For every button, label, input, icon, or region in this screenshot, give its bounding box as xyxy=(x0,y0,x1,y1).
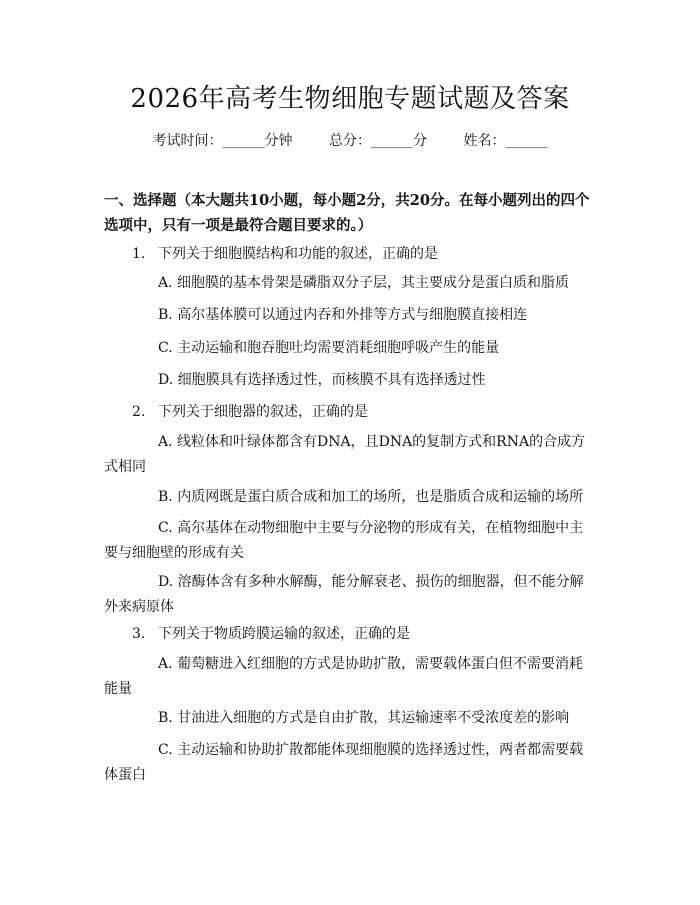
option-text: A. 葡萄糖进入红细胞的方式是协助扩散，需要载体蛋白但不需要消耗能量 xyxy=(104,656,584,697)
option-text: A. 细胞膜的基本骨架是磷脂双分子层，其主要成分是蛋白质和脂质 xyxy=(158,275,570,291)
exam-meta xyxy=(0,131,700,151)
option-text: B. 高尔基体膜可以通过内吞和外排等方式与细胞膜直接相连 xyxy=(158,307,528,323)
student-name: 姓名：______ xyxy=(463,133,548,149)
question-number: 1. xyxy=(132,246,146,262)
option-text: B. 甘油进入细胞的方式是自由扩散，其运输速率不受浓度差的影响 xyxy=(158,710,570,726)
option-text: B. 内质网既是蛋白质合成和加工的场所，也是脂质合成和运输的场所 xyxy=(158,489,584,505)
option-text: A. 线粒体和叶绿体都含有DNA，且DNA的复制方式和RNA的合成方式相同 xyxy=(104,434,586,475)
question-number: 3. xyxy=(132,626,146,642)
question-stem xyxy=(132,624,592,644)
option-text: C. 主动运输和胞吞胞吐均需要消耗细胞呼吸产生的能量 xyxy=(158,340,500,356)
question-text: 下列关于物质跨膜运输的叙述，正确的是 xyxy=(158,626,410,642)
question-stem xyxy=(132,244,592,264)
option-text: C. 主动运输和协助扩散都能体现细胞膜的选择透过性，两者都需要载体蛋白 xyxy=(104,742,584,783)
section-heading: 一、选择题（本大题共10小题，每小题2分，共20分。在每小题列出的四个选项中，只有一项是最符合题目要求的。） xyxy=(104,192,590,234)
option-text: D. 溶酶体含有多种水解酶，能分解衰老、损伤的细胞器，但不能分解外来病原体 xyxy=(104,574,584,615)
question-stem xyxy=(132,402,592,422)
page-title: 2026年高考生物细胞专题试题及答案 xyxy=(130,84,570,114)
question-text: 下列关于细胞器的叙述，正确的是 xyxy=(158,404,368,420)
exam-time: 考试时间：______分钟 xyxy=(152,133,293,149)
question-text: 下列关于细胞膜结构和功能的叙述，正确的是 xyxy=(158,246,438,262)
option-text: D. 细胞膜具有选择透过性，而核膜不具有选择透过性 xyxy=(158,372,486,388)
question-number: 2. xyxy=(132,404,146,420)
option-text: C. 高尔基体在动物细胞中主要与分泌物的形成有关，在植物细胞中主要与细胞壁的形成有关 xyxy=(104,520,584,561)
exam-score: 总分：______分 xyxy=(329,133,427,149)
